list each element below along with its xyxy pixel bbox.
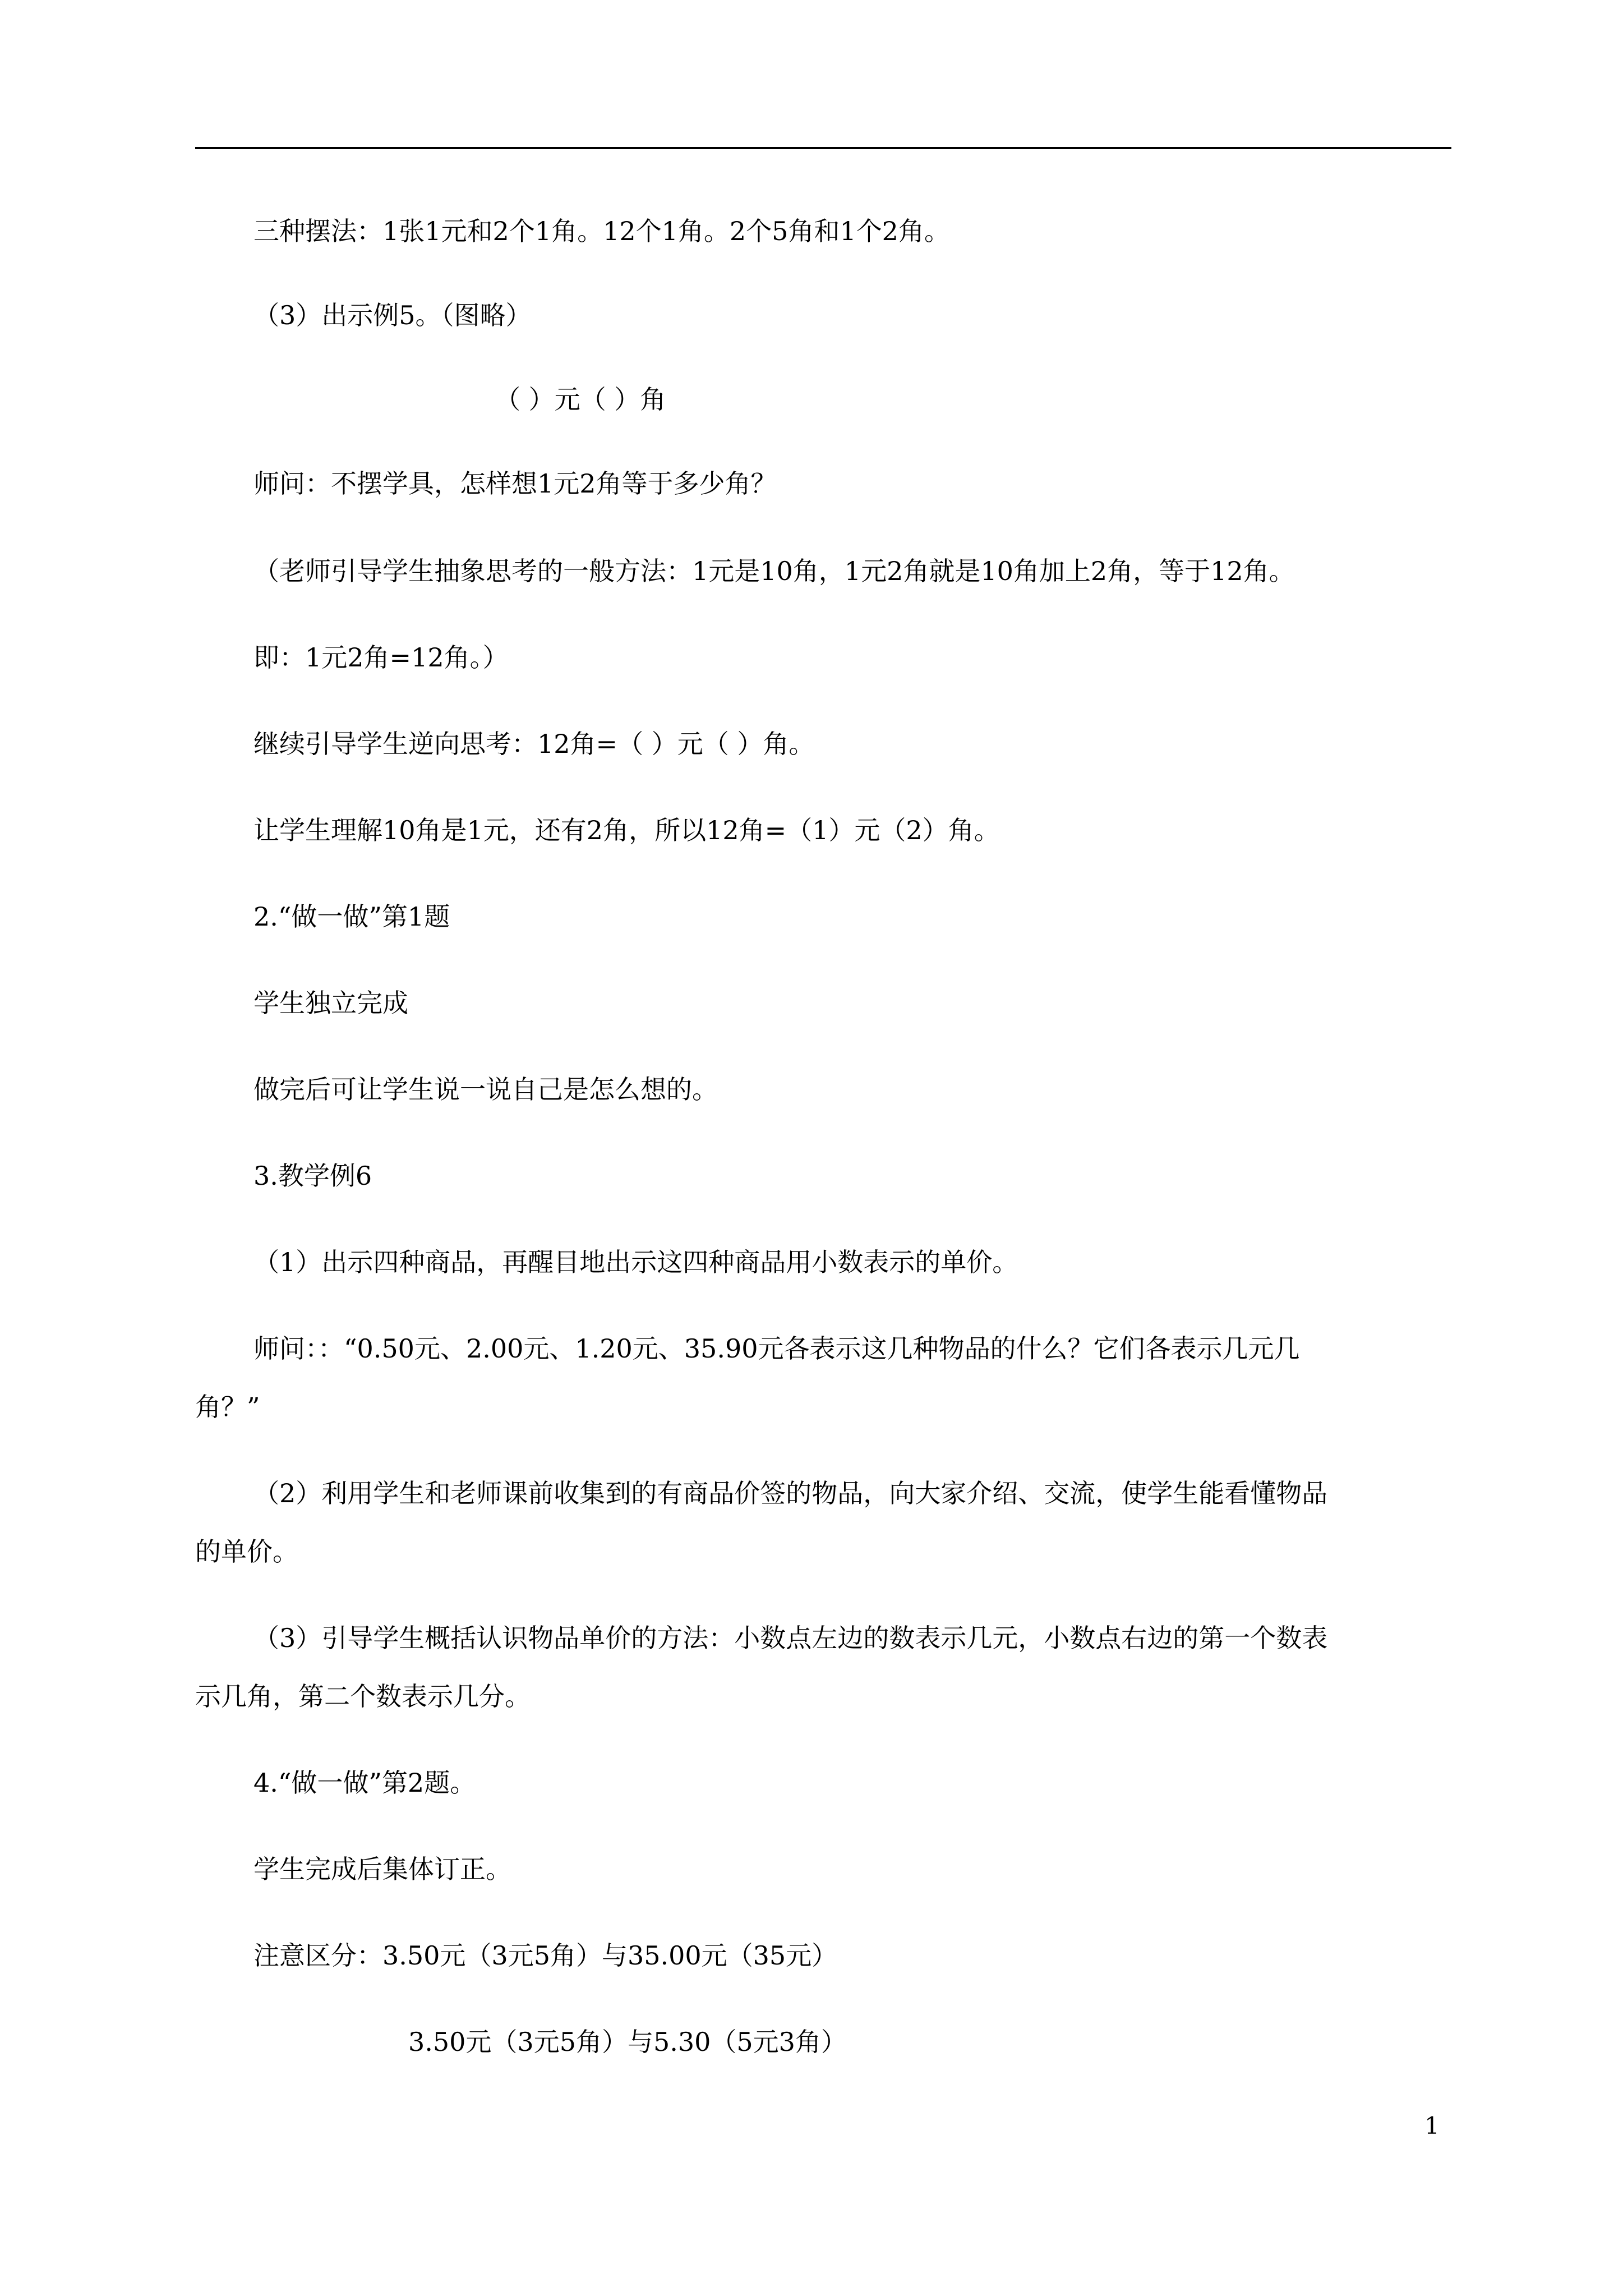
paragraph-understand-10-jiao: 让学生理解10角是1元，还有2角，所以12角=（1）元（2）角。 [253,815,1000,845]
paragraph-abstract-thinking: （老师引导学生抽象思考的一般方法：1元是10角，1元2角就是10角加上2角，等于12角。 [253,556,1295,586]
paragraph-reverse-thinking: 继续引导学生逆向思考：12角=（ ）元（ ）角。 [253,729,815,759]
header-rule [195,147,1451,149]
paragraph-abstract-thinking-cont: 即：1元2角=12角。） [253,642,509,673]
paragraph-group-correction: 学生完成后集体订正。 [253,1854,511,1884]
page-number: 1 [1424,2112,1440,2139]
paragraph-teacher-question-1: 师问：不摆学具，怎样想1元2角等于多少角？ [253,468,777,499]
paragraph-price-tags: （2）利用学生和老师课前收集到的有商品价签的物品，向大家介绍、交流，使学生能看懂物品 [253,1478,1328,1508]
paragraph-distinguish-2: 3.50元（3元5角）与5.30（5元3角） [408,2027,847,2057]
paragraph-four-goods: （1）出示四种商品，再醒目地出示这四种商品用小数表示的单价。 [253,1247,1018,1277]
heading-do-it-2: 4.“做一做”第2题。 [253,1768,476,1798]
paragraph-explain: 做完后可让学生说一说自己是怎么想的。 [253,1074,718,1105]
paragraph-distinguish-1: 注意区分：3.50元（3元5角）与35.00元（35元） [253,1940,838,1971]
paragraph-example-5: （3）出示例5。（图略） [253,300,532,330]
paragraph-unit-price-method: （3）引导学生概括认识物品单价的方法：小数点左边的数表示几元，小数点右边的第一个数表 [253,1623,1328,1653]
paragraph-teacher-question-2-cont: 角？” [195,1392,260,1422]
paragraph-price-tags-cont: 的单价。 [195,1536,298,1567]
paragraph-unit-price-method-cont: 示几角，第二个数表示几分。 [195,1681,531,1711]
heading-do-it-1: 2.“做一做”第1题 [253,901,450,932]
paragraph-teacher-question-2: 师问：：“0.50元、2.00元、1.20元、35.90元各表示这几种物品的什么？它们各表示几元几 [253,1333,1300,1364]
paragraph-independent: 学生独立完成 [253,988,408,1018]
paragraph-yuan-jiao-blanks: （ ）元（ ）角 [495,384,666,415]
paragraph-three-arrangements: 三种摆法：1张1元和2个1角。12个1角。2个5角和1个2角。 [253,216,950,246]
heading-example-6: 3.教学例6 [253,1161,372,1191]
